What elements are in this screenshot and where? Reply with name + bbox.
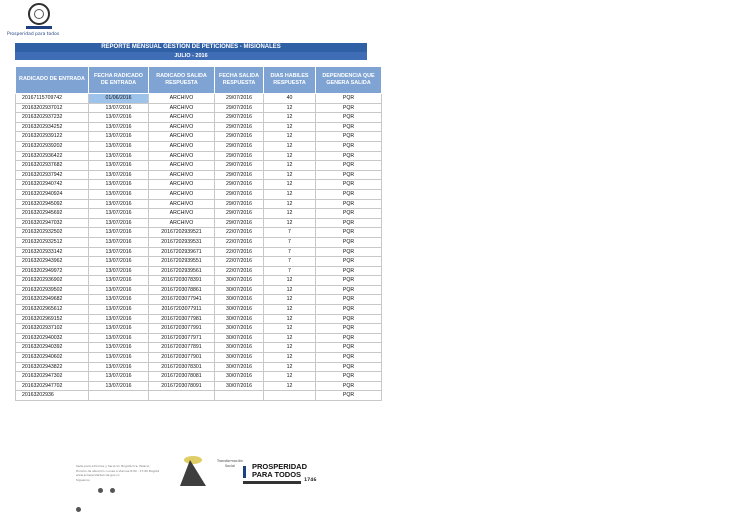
table-cell: 20163202939122 bbox=[16, 132, 89, 142]
table-cell: 13/07/2016 bbox=[89, 276, 149, 286]
table-row bbox=[16, 343, 382, 353]
table-cell: 01/06/2016 bbox=[89, 94, 149, 104]
table-cell: 20163202937682 bbox=[16, 161, 89, 171]
table-cell: 20163202943962 bbox=[16, 257, 89, 267]
social-label-text: Síguenos bbox=[76, 478, 90, 482]
table-cell: 20163202937232 bbox=[16, 113, 89, 123]
table-cell: 20163202940032 bbox=[16, 333, 89, 343]
table-cell: 20167202939561 bbox=[149, 266, 215, 276]
table-cell: 12 bbox=[264, 285, 316, 295]
table-cell: 20167203078391 bbox=[149, 276, 215, 286]
table-cell: 20163202947302 bbox=[16, 372, 89, 382]
table-row bbox=[16, 103, 382, 113]
table-cell bbox=[149, 391, 215, 401]
table-cell: 13/07/2016 bbox=[89, 113, 149, 123]
table-cell: 29/07/2016 bbox=[215, 170, 264, 180]
table-row bbox=[16, 122, 382, 132]
table-row bbox=[16, 132, 382, 142]
table-cell: PQR bbox=[316, 343, 382, 353]
table-row bbox=[16, 151, 382, 161]
table-cell: 12 bbox=[264, 113, 316, 123]
table-row bbox=[16, 285, 382, 295]
table-cell: 13/07/2016 bbox=[89, 161, 149, 171]
partner-caption: Transformación Social bbox=[217, 459, 243, 468]
column-header: DIAS HABILES RESPUESTA bbox=[264, 67, 316, 94]
table-cell: 13/07/2016 bbox=[89, 362, 149, 372]
table-cell: 20163202933142 bbox=[16, 247, 89, 257]
brand-line: PARA TODOS bbox=[252, 469, 302, 479]
table-cell: 29/07/2016 bbox=[215, 218, 264, 228]
table-cell: 29/07/2016 bbox=[215, 132, 264, 142]
table-cell: 12 bbox=[264, 381, 316, 391]
table-cell: 20163202945092 bbox=[16, 199, 89, 209]
table-cell: 20163202936422 bbox=[16, 151, 89, 161]
table-cell: 13/07/2016 bbox=[89, 381, 149, 391]
table-cell: 7 bbox=[264, 237, 316, 247]
table-cell bbox=[264, 391, 316, 401]
table-cell: ARCHIVO bbox=[149, 170, 215, 180]
footer-address bbox=[76, 464, 181, 478]
table-row bbox=[16, 362, 382, 372]
table-cell: 12 bbox=[264, 353, 316, 363]
table-cell: PQR bbox=[316, 247, 382, 257]
table-cell: 29/07/2016 bbox=[215, 113, 264, 123]
table-row bbox=[16, 180, 382, 190]
table-row bbox=[16, 189, 382, 199]
table-cell: PQR bbox=[316, 266, 382, 276]
table-cell: ARCHIVO bbox=[149, 161, 215, 171]
table-row bbox=[16, 324, 382, 334]
table-cell: 13/07/2016 bbox=[89, 209, 149, 219]
table-cell: 12 bbox=[264, 343, 316, 353]
table-cell: PQR bbox=[316, 285, 382, 295]
table-row bbox=[16, 333, 382, 343]
table-cell: 29/07/2016 bbox=[215, 180, 264, 190]
table-cell: PQR bbox=[316, 151, 382, 161]
table-cell: 29/07/2016 bbox=[215, 94, 264, 104]
table-cell: 30/07/2016 bbox=[215, 333, 264, 343]
table-cell: 13/07/2016 bbox=[89, 372, 149, 382]
table-cell: 30/07/2016 bbox=[215, 324, 264, 334]
government-emblem bbox=[180, 456, 210, 488]
table-cell: 13/07/2016 bbox=[89, 228, 149, 238]
table-cell: 13/07/2016 bbox=[89, 314, 149, 324]
table-cell: 30/07/2016 bbox=[215, 343, 264, 353]
table-cell: 20167203078301 bbox=[149, 362, 215, 372]
table-cell: 20163202940392 bbox=[16, 343, 89, 353]
table-cell: 20167203078091 bbox=[149, 381, 215, 391]
brand-underline bbox=[243, 481, 301, 484]
table-cell: 20167203077981 bbox=[149, 314, 215, 324]
table-cell: PQR bbox=[316, 362, 382, 372]
column-header: FECHA SALIDA RESPUESTA bbox=[215, 67, 264, 94]
table-cell: 7 bbox=[264, 247, 316, 257]
table-cell: 30/07/2016 bbox=[215, 285, 264, 295]
footer-line: Sede para Informes y Servicio: Bogotá Cra. Palacio bbox=[76, 464, 150, 468]
table-cell: PQR bbox=[316, 103, 382, 113]
petitions-table bbox=[15, 66, 382, 401]
table-cell: 13/07/2016 bbox=[89, 333, 149, 343]
table-cell: ARCHIVO bbox=[149, 199, 215, 209]
table-row bbox=[16, 295, 382, 305]
table-row bbox=[16, 314, 382, 324]
table-cell: 20163202934252 bbox=[16, 122, 89, 132]
table-cell: 13/07/2016 bbox=[89, 122, 149, 132]
table-cell: 20163202937942 bbox=[16, 170, 89, 180]
table-cell: PQR bbox=[316, 228, 382, 238]
table-cell: 12 bbox=[264, 170, 316, 180]
table-cell: ARCHIVO bbox=[149, 132, 215, 142]
table-cell: 12 bbox=[264, 103, 316, 113]
table-cell: 12 bbox=[264, 372, 316, 382]
table-cell: 29/07/2016 bbox=[215, 103, 264, 113]
table-cell: 20163202965612 bbox=[16, 305, 89, 315]
table-cell: 13/07/2016 bbox=[89, 189, 149, 199]
table-cell: PQR bbox=[316, 94, 382, 104]
table-row bbox=[16, 218, 382, 228]
table-cell: ARCHIVO bbox=[149, 103, 215, 113]
table-cell: 20167202939551 bbox=[149, 257, 215, 267]
table-cell: PQR bbox=[316, 276, 382, 286]
table-cell: 12 bbox=[264, 141, 316, 151]
table-row bbox=[16, 228, 382, 238]
table-cell: 13/07/2016 bbox=[89, 237, 149, 247]
page-number: 1746 bbox=[304, 478, 317, 483]
table-cell: 13/07/2016 bbox=[89, 343, 149, 353]
brand-logo bbox=[252, 463, 307, 478]
table-cell: 20163202945692 bbox=[16, 209, 89, 219]
table-cell: 7 bbox=[264, 257, 316, 267]
table-cell: 20167202939521 bbox=[149, 228, 215, 238]
column-header: DEPENDENCIA QUE GENERA SALIDA bbox=[316, 67, 382, 94]
table-cell: PQR bbox=[316, 209, 382, 219]
table-cell bbox=[89, 391, 149, 401]
table-cell: 12 bbox=[264, 132, 316, 142]
brand-bar bbox=[243, 466, 246, 478]
emblem-figure-icon bbox=[180, 460, 206, 486]
table-cell: 20163202932512 bbox=[16, 237, 89, 247]
table-cell: 29/07/2016 bbox=[215, 141, 264, 151]
report-title: REPORTE MENSUAL GESTION DE PETICIONES - MISIONALES bbox=[15, 43, 367, 52]
table-cell: ARCHIVO bbox=[149, 122, 215, 132]
table-cell: 20167202939671 bbox=[149, 247, 215, 257]
table-cell: 13/07/2016 bbox=[89, 199, 149, 209]
table-cell: 20163202936 bbox=[16, 391, 89, 401]
table-cell: PQR bbox=[316, 122, 382, 132]
table-cell: 20167203078081 bbox=[149, 372, 215, 382]
table-cell: PQR bbox=[316, 132, 382, 142]
table-cell: PQR bbox=[316, 170, 382, 180]
table-cell: 13/07/2016 bbox=[89, 285, 149, 295]
page-footer bbox=[60, 458, 350, 494]
table-cell: 20163202939502 bbox=[16, 285, 89, 295]
table-cell: 12 bbox=[264, 180, 316, 190]
table-cell: 30/07/2016 bbox=[215, 362, 264, 372]
table-cell: 20167202939531 bbox=[149, 237, 215, 247]
table-cell: 29/07/2016 bbox=[215, 161, 264, 171]
table-cell: 13/07/2016 bbox=[89, 180, 149, 190]
table-cell: PQR bbox=[316, 180, 382, 190]
table-row bbox=[16, 170, 382, 180]
table-header-row bbox=[16, 67, 382, 94]
table-cell: PQR bbox=[316, 161, 382, 171]
table-cell: ARCHIVO bbox=[149, 218, 215, 228]
table-cell: 20163202947032 bbox=[16, 218, 89, 228]
table-cell: 20167203077941 bbox=[149, 295, 215, 305]
table-row bbox=[16, 94, 382, 104]
youtube-icon[interactable] bbox=[76, 507, 81, 512]
table-cell: 20163202940924 bbox=[16, 189, 89, 199]
table-cell: ARCHIVO bbox=[149, 180, 215, 190]
table-cell: 30/07/2016 bbox=[215, 381, 264, 391]
table-cell: PQR bbox=[316, 141, 382, 151]
entity-logo bbox=[3, 2, 73, 42]
table-row bbox=[16, 305, 382, 315]
table-cell: 12 bbox=[264, 305, 316, 315]
table-cell: 13/07/2016 bbox=[89, 353, 149, 363]
table-cell: PQR bbox=[316, 295, 382, 305]
column-header: FECHA RADICADO DE ENTRADA bbox=[89, 67, 149, 94]
table-cell: 13/07/2016 bbox=[89, 141, 149, 151]
table-cell: 13/07/2016 bbox=[89, 132, 149, 142]
table-cell: PQR bbox=[316, 218, 382, 228]
table-row bbox=[16, 381, 382, 391]
table-cell: 22/07/2016 bbox=[215, 228, 264, 238]
table-cell: 20167203077991 bbox=[149, 324, 215, 334]
table-cell: 13/07/2016 bbox=[89, 305, 149, 315]
logo-band bbox=[26, 26, 52, 29]
footer-line: www.prosperidadsocial.gov.co bbox=[76, 473, 120, 477]
table-row bbox=[16, 391, 382, 401]
table-cell: ARCHIVO bbox=[149, 151, 215, 161]
column-header: RADICADO SALIDA RESPUESTA bbox=[149, 67, 215, 94]
table-cell: 20167203078861 bbox=[149, 285, 215, 295]
table-cell: 12 bbox=[264, 151, 316, 161]
table-row bbox=[16, 161, 382, 171]
table-row bbox=[16, 199, 382, 209]
table-cell: 7 bbox=[264, 228, 316, 238]
table-cell: 30/07/2016 bbox=[215, 305, 264, 315]
table-cell: 12 bbox=[264, 362, 316, 372]
table-cell: 40 bbox=[264, 94, 316, 104]
table-cell: 7 bbox=[264, 266, 316, 276]
table-cell: 20163202940602 bbox=[16, 353, 89, 363]
table-cell: 30/07/2016 bbox=[215, 276, 264, 286]
table-cell: ARCHIVO bbox=[149, 113, 215, 123]
table-cell: 29/07/2016 bbox=[215, 199, 264, 209]
table-cell: 12 bbox=[264, 209, 316, 219]
table-row bbox=[16, 276, 382, 286]
table-cell: 20163202937012 bbox=[16, 103, 89, 113]
table-cell: ARCHIVO bbox=[149, 141, 215, 151]
table-row bbox=[16, 372, 382, 382]
table-cell: 20167115709742 bbox=[16, 94, 89, 104]
table-cell: PQR bbox=[316, 305, 382, 315]
table-cell bbox=[215, 391, 264, 401]
table-cell: PQR bbox=[316, 237, 382, 247]
table-cell: 20163202947702 bbox=[16, 381, 89, 391]
footer-line: Horario de atención: Lunes a Viernes 8:00 - 17:00 Bogotá bbox=[76, 468, 160, 473]
table-cell: 20163202936902 bbox=[16, 276, 89, 286]
table-row bbox=[16, 209, 382, 219]
table-cell: 20163202969152 bbox=[16, 314, 89, 324]
table-cell: PQR bbox=[316, 353, 382, 363]
table-cell: ARCHIVO bbox=[149, 189, 215, 199]
table-row bbox=[16, 353, 382, 363]
table-cell: 13/07/2016 bbox=[89, 257, 149, 267]
table-cell: 13/07/2016 bbox=[89, 218, 149, 228]
table-cell: 20163202949682 bbox=[16, 295, 89, 305]
table-cell: 12 bbox=[264, 218, 316, 228]
table-cell: 20167203077971 bbox=[149, 333, 215, 343]
table-cell: 20167203077911 bbox=[149, 305, 215, 315]
table-cell: 29/07/2016 bbox=[215, 122, 264, 132]
table-cell: 30/07/2016 bbox=[215, 353, 264, 363]
table-cell: 12 bbox=[264, 314, 316, 324]
table-cell: PQR bbox=[316, 381, 382, 391]
table-cell: 12 bbox=[264, 295, 316, 305]
table-row bbox=[16, 237, 382, 247]
table-cell: PQR bbox=[316, 314, 382, 324]
table-cell: 29/07/2016 bbox=[215, 209, 264, 219]
table-row bbox=[16, 113, 382, 123]
table-cell: 13/07/2016 bbox=[89, 266, 149, 276]
column-header: RADICADO DE ENTRADA bbox=[16, 67, 89, 94]
table-cell: 30/07/2016 bbox=[215, 372, 264, 382]
coat-of-arms-icon bbox=[28, 3, 50, 25]
table-cell: PQR bbox=[316, 333, 382, 343]
table-cell: 13/07/2016 bbox=[89, 170, 149, 180]
table-row bbox=[16, 266, 382, 276]
table-cell: 13/07/2016 bbox=[89, 324, 149, 334]
table-cell: 30/07/2016 bbox=[215, 314, 264, 324]
table-cell: ARCHIVO bbox=[149, 209, 215, 219]
brand-line: PROSPERIDAD bbox=[252, 462, 308, 471]
twitter-icon[interactable] bbox=[110, 488, 115, 493]
table-cell: 20167203077891 bbox=[149, 343, 215, 353]
table-row bbox=[16, 247, 382, 257]
table-cell: 12 bbox=[264, 122, 316, 132]
table-cell: 29/07/2016 bbox=[215, 189, 264, 199]
report-period: JULIO - 2016 bbox=[15, 52, 367, 60]
table-cell: 12 bbox=[264, 333, 316, 343]
table-cell: PQR bbox=[316, 372, 382, 382]
table-cell: PQR bbox=[316, 391, 382, 401]
table-cell: 12 bbox=[264, 324, 316, 334]
table-cell: PQR bbox=[316, 324, 382, 334]
table-cell: 12 bbox=[264, 276, 316, 286]
table-cell: PQR bbox=[316, 113, 382, 123]
facebook-icon[interactable] bbox=[98, 488, 103, 493]
table-cell: 22/07/2016 bbox=[215, 257, 264, 267]
table-cell: 20163202939202 bbox=[16, 141, 89, 151]
table-row bbox=[16, 141, 382, 151]
table-cell: 20163202943822 bbox=[16, 362, 89, 372]
table-cell: 13/07/2016 bbox=[89, 295, 149, 305]
logo-caption: Prosperidad para todos bbox=[7, 32, 60, 37]
table-cell: 13/07/2016 bbox=[89, 151, 149, 161]
table-cell: 22/07/2016 bbox=[215, 237, 264, 247]
table-cell: 22/07/2016 bbox=[215, 247, 264, 257]
table-cell: PQR bbox=[316, 257, 382, 267]
table-row bbox=[16, 257, 382, 267]
table-cell: PQR bbox=[316, 189, 382, 199]
table-cell: 13/07/2016 bbox=[89, 247, 149, 257]
table-cell: 20163202949972 bbox=[16, 266, 89, 276]
social-icons bbox=[76, 478, 126, 486]
table-cell: 12 bbox=[264, 199, 316, 209]
table-cell: 13/07/2016 bbox=[89, 103, 149, 113]
table-cell: 12 bbox=[264, 161, 316, 171]
table-cell: 30/07/2016 bbox=[215, 295, 264, 305]
table-cell: PQR bbox=[316, 199, 382, 209]
table-cell: 22/07/2016 bbox=[215, 266, 264, 276]
table-cell: 20163202937102 bbox=[16, 324, 89, 334]
table-cell: 29/07/2016 bbox=[215, 151, 264, 161]
table-cell: 20167203077901 bbox=[149, 353, 215, 363]
table-cell: 20163202932502 bbox=[16, 228, 89, 238]
table-cell: ARCHIVO bbox=[149, 94, 215, 104]
table-cell: 20163202940742 bbox=[16, 180, 89, 190]
table-cell: 12 bbox=[264, 189, 316, 199]
